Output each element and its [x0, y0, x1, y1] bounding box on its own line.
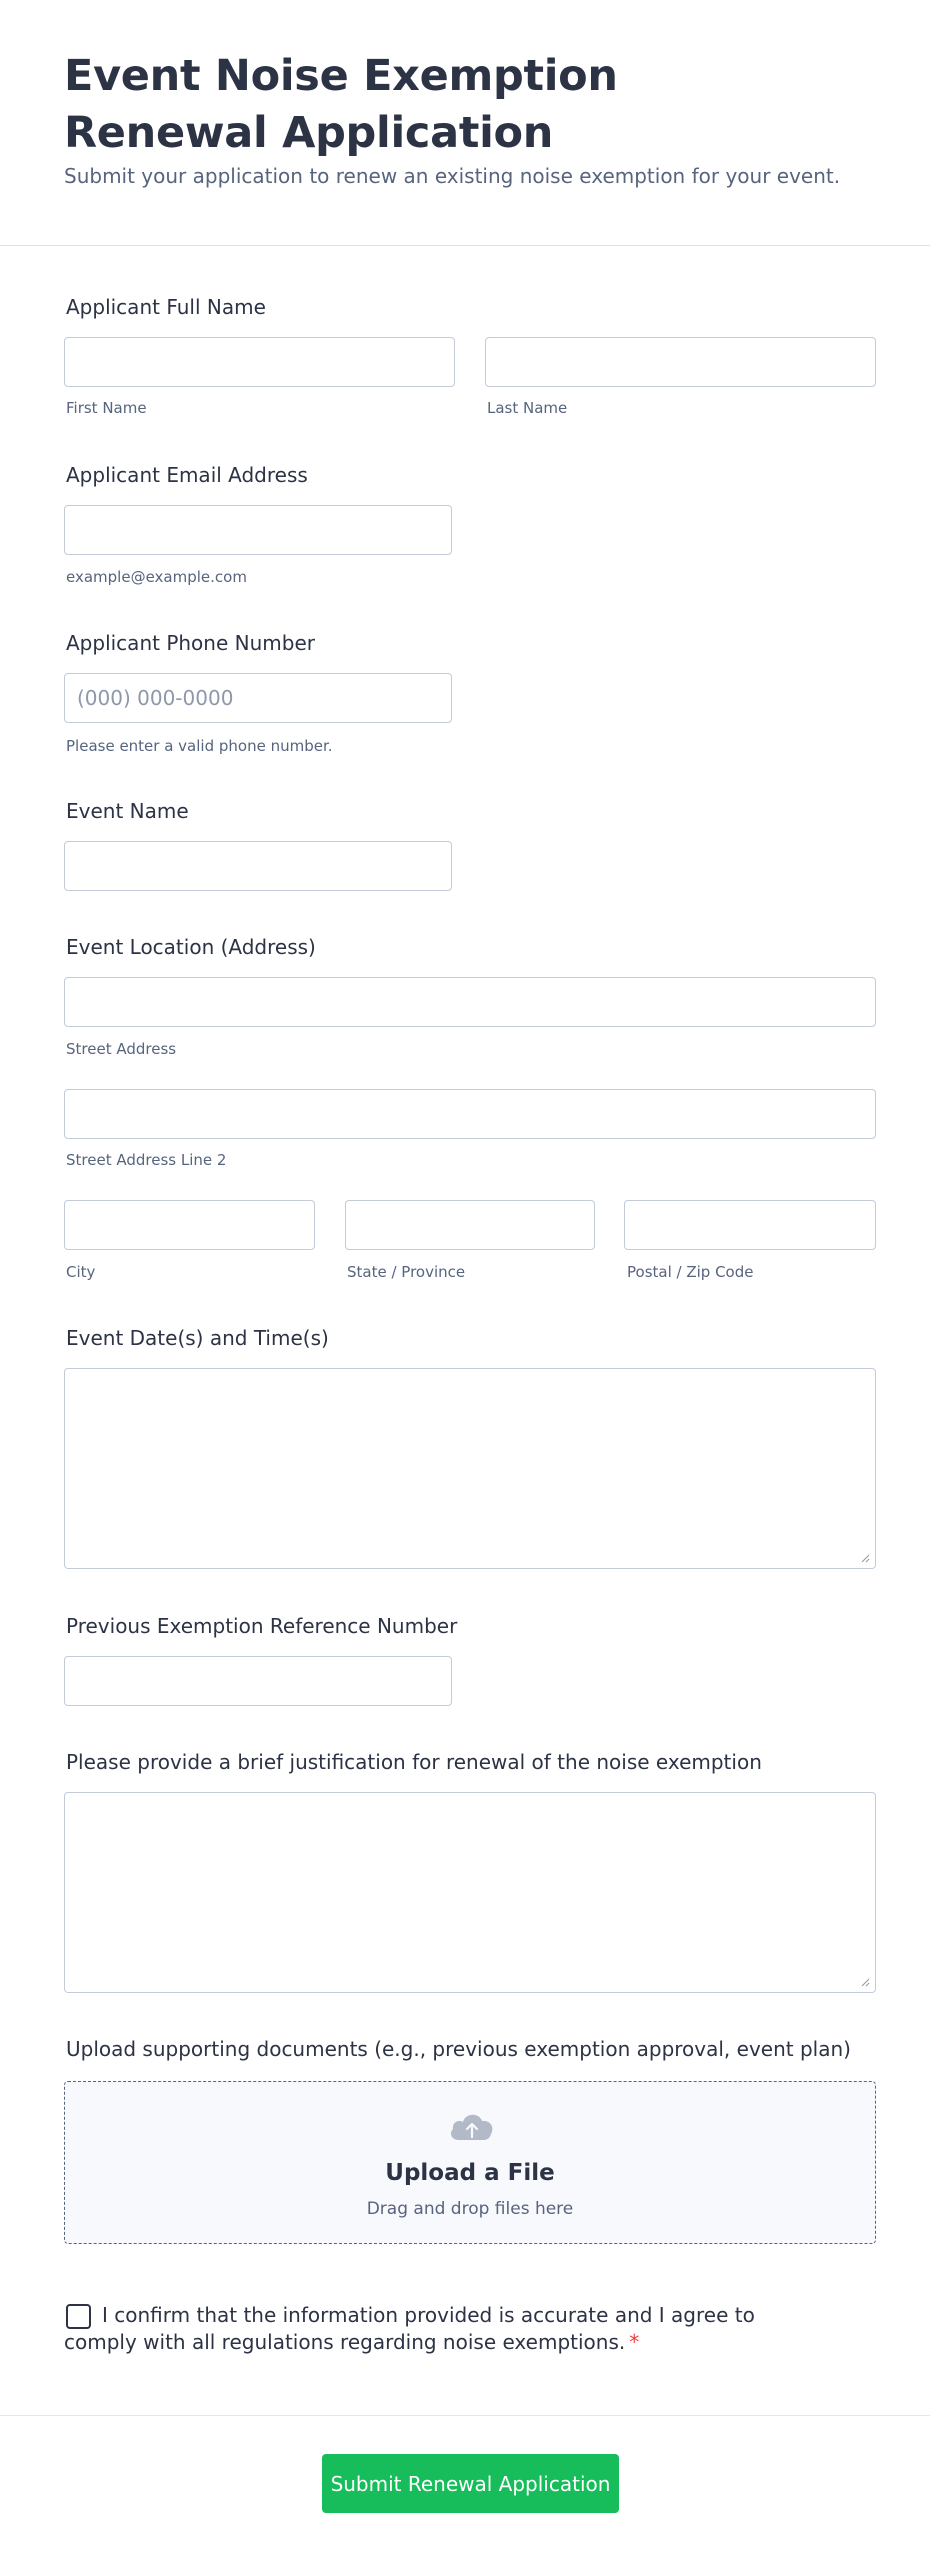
submit-button[interactable]: Submit Renewal Application — [322, 2454, 619, 2513]
reference-input[interactable] — [64, 1656, 452, 1706]
event-dates-label: Event Date(s) and Time(s) — [66, 1326, 329, 1350]
event-dates-textarea[interactable] — [64, 1368, 876, 1569]
street-address-input[interactable] — [64, 977, 876, 1027]
zip-input[interactable] — [624, 1200, 876, 1250]
street-address-line2-sublabel: Street Address Line 2 — [66, 1151, 227, 1169]
page-subtitle: Submit your application to renew an existing noise exemption for your event. — [64, 164, 841, 188]
street-address-line2-input[interactable] — [64, 1089, 876, 1139]
resize-grip-icon[interactable] — [860, 1977, 870, 1987]
zip-sublabel: Postal / Zip Code — [627, 1263, 754, 1281]
event-name-label: Event Name — [66, 799, 189, 823]
file-upload-dropzone[interactable] — [64, 2081, 876, 2244]
cloud-upload-icon — [447, 2106, 497, 2146]
email-label: Applicant Email Address — [66, 463, 308, 487]
justification-textarea[interactable] — [64, 1792, 876, 1993]
phone-sublabel: Please enter a valid phone number. — [66, 737, 333, 755]
footer-divider — [0, 2415, 930, 2416]
location-label: Event Location (Address) — [66, 935, 316, 959]
upload-label: Upload supporting documents (e.g., previous exemption approval, event plan) — [66, 2037, 851, 2061]
city-sublabel: City — [66, 1263, 96, 1281]
reference-label: Previous Exemption Reference Number — [66, 1614, 458, 1638]
state-input[interactable] — [345, 1200, 595, 1250]
email-input[interactable] — [64, 505, 452, 555]
phone-input[interactable] — [64, 673, 452, 723]
page-title: Event Noise Exemption Renewal Application — [64, 51, 618, 158]
form-header — [0, 0, 930, 246]
confirm-checkbox[interactable] — [66, 2304, 91, 2329]
confirm-text — [64, 2302, 804, 2356]
full-name-label: Applicant Full Name — [66, 295, 266, 319]
last-name-input[interactable] — [485, 337, 876, 387]
email-sublabel: example@example.com — [66, 568, 247, 586]
last-name-sublabel: Last Name — [487, 399, 568, 417]
first-name-sublabel: First Name — [66, 399, 147, 417]
upload-subtitle: Drag and drop files here — [366, 2199, 574, 2219]
phone-label: Applicant Phone Number — [66, 631, 315, 655]
city-input[interactable] — [64, 1200, 315, 1250]
upload-title: Upload a File — [385, 2160, 555, 2186]
first-name-input[interactable] — [64, 337, 455, 387]
resize-grip-icon[interactable] — [860, 1553, 870, 1563]
justification-label: Please provide a brief justification for renewal of the noise exemption — [66, 1750, 762, 1774]
confirm-label: I confirm that the information provided is accurate and I agree to comply with all regulations regarding noise exemptions. — [64, 2303, 755, 2354]
required-marker: * — [629, 2330, 640, 2354]
state-sublabel: State / Province — [347, 1263, 466, 1281]
street-address-sublabel: Street Address — [66, 1040, 177, 1058]
event-name-input[interactable] — [64, 841, 452, 891]
